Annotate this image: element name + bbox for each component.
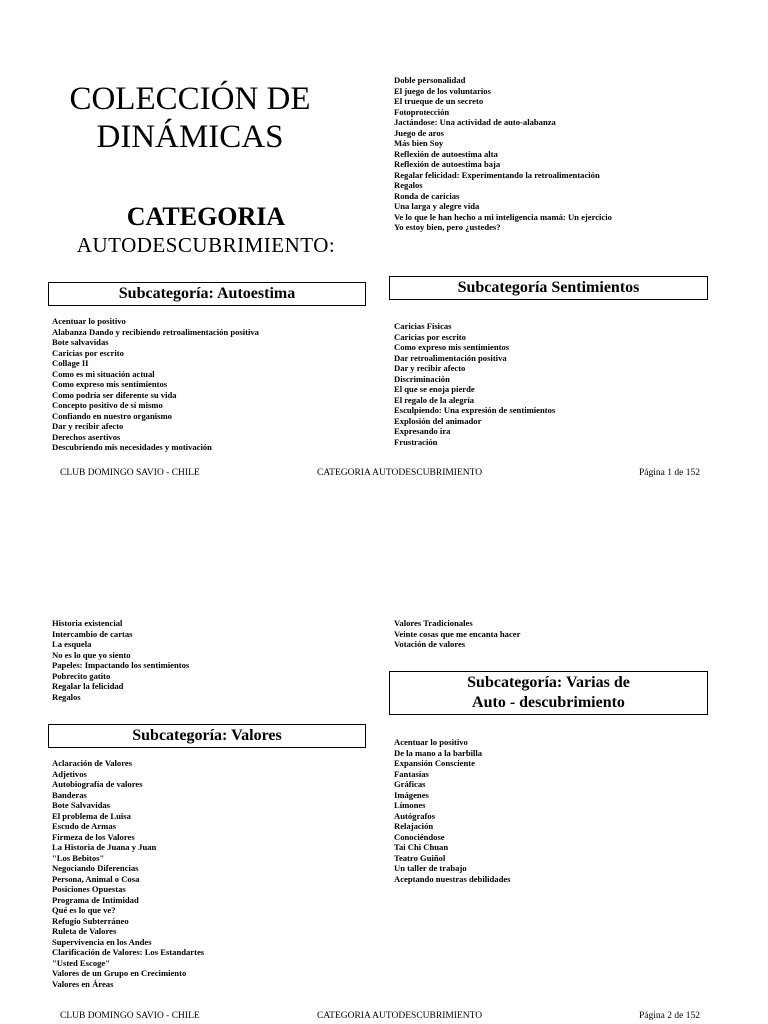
list-item: Collage II — [52, 358, 89, 368]
category-name: AUTODESCUBRIMIENTO: — [76, 233, 336, 257]
list-item: Alabanza Dando y recibiendo retroalimentación positiva — [52, 326, 259, 337]
list-item: La Historia de Juana y Juan — [52, 842, 157, 852]
list-item: Más bien Soy — [394, 138, 444, 148]
sentimientos-heading: Subcategoría Sentimientos — [389, 276, 708, 300]
list-item: Bote Salvavidas — [52, 800, 111, 810]
list-item: El regalo de la alegría — [394, 394, 475, 405]
list-item: Expresando ira — [394, 426, 451, 436]
list-item: El que se enoja pierde — [394, 384, 475, 394]
list-item: Dar y recibir afecto — [394, 363, 466, 373]
list-item: La esquela — [52, 639, 92, 649]
list-item: El juego de los voluntarios — [394, 85, 491, 96]
list-item: El problema de Luisa — [52, 810, 131, 821]
category-label: CATEGORIA — [126, 202, 286, 231]
varias-heading-line-1: Subcategoría: Varias de — [467, 674, 630, 691]
list-item: Tai Chi Chuan — [394, 842, 449, 852]
list-item: Aceptando nuestras debilidades — [394, 873, 511, 884]
list-item: Caricias por escrito — [52, 347, 124, 358]
list-item: Relajación — [394, 821, 434, 831]
list-item: Programa de Intimidad — [52, 894, 139, 905]
page1-footer — [0, 467, 768, 479]
footer-center: CATEGORIA AUTODESCUBRIMIENTO — [317, 1011, 483, 1021]
list-item: Gráficas — [394, 779, 426, 789]
page2-top-left-list — [52, 618, 189, 702]
list-item: Negociando Diferencias — [52, 863, 139, 873]
list-item: Ruleta de Valores — [52, 926, 117, 936]
list-item: Aclaración de Valores — [52, 758, 133, 768]
list-item: Regalar la felicidad — [52, 681, 124, 691]
list-item: Dar y recibir afecto — [52, 421, 124, 431]
list-item: Una larga y alegre vida — [394, 201, 480, 211]
list-item: Juego de aros — [394, 127, 444, 138]
list-item: Autógrafos — [394, 810, 436, 821]
list-item: Valores en Áreas — [52, 978, 114, 989]
valores-heading: Subcategoría: Valores — [48, 724, 366, 748]
varias-heading-line-2: Auto - descubrimiento — [472, 694, 625, 711]
valores-list — [52, 758, 204, 989]
list-item: Como podría ser diferente su vida — [52, 389, 177, 400]
sentimientos-list — [394, 321, 555, 447]
list-item: Persona, Animal o Cosa — [52, 873, 140, 884]
list-item: Reflexión de autoestima alta — [394, 148, 498, 159]
list-item: Doble personalidad — [394, 75, 466, 85]
list-item: Derechos asertivos — [52, 431, 121, 442]
list-item: Concepto positivo de sí mismo — [52, 400, 163, 410]
footer-page-number: Página 1 de 152 — [639, 468, 700, 478]
list-item: Papeles: Impactando los sentimientos — [52, 660, 190, 670]
varias-list — [394, 737, 511, 884]
list-item: Acentuar lo positivo — [394, 737, 468, 747]
list-item: Como expreso mis sentimientos — [52, 379, 168, 389]
list-item: Imágenes — [394, 789, 429, 800]
list-item: Escudo de Armas — [52, 821, 116, 831]
list-item: Esculpiendo: Una expresión de sentimientos — [394, 405, 556, 415]
list-item: Regalar felicidad: Experimentando la retroalimentación — [394, 169, 600, 180]
title-line-1: COLECCIÓN DE — [69, 81, 311, 117]
footer-left: CLUB DOMINGO SAVIO - CHILE — [60, 1011, 200, 1021]
list-item: Límones — [394, 800, 426, 810]
list-item: Supervivencia en los Andes — [52, 936, 152, 947]
list-item: Como es mi situación actual — [52, 368, 155, 379]
list-item: Caricias Físicas — [394, 321, 452, 331]
list-item: Firmeza de los Valores — [52, 831, 135, 842]
list-item: Veinte cosas que me encanta hacer — [394, 628, 521, 639]
list-item: Regalos — [394, 180, 423, 190]
list-item: Jactándose: Una actividad de auto-alabanza — [394, 117, 556, 127]
list-item: De la mano a la barbilla — [394, 747, 483, 758]
list-item: Frustración — [394, 436, 438, 447]
footer-page-number: Página 2 de 152 — [639, 1011, 700, 1021]
list-item: Refugio Subterráneo — [52, 915, 129, 926]
list-item: Como expreso mis sentimientos — [394, 342, 510, 352]
list-item: Acentuar lo positivo — [52, 316, 126, 326]
list-item: Discriminación — [394, 373, 450, 384]
list-item: Historia existencial — [52, 618, 123, 628]
list-item: Ronda de caricias — [394, 190, 460, 201]
list-item: Confiando en nuestro organismo — [52, 410, 172, 421]
list-item: Dar retroalimentación positiva — [394, 352, 507, 363]
list-item: Reflexión de autoestima baja — [394, 159, 501, 169]
list-item: Explosión del animador — [394, 415, 482, 426]
list-item: Teatro Guiñol — [394, 852, 446, 863]
list-item: Descubriendo mis necesidades y motivación — [52, 442, 212, 452]
list-item: Autobiografía de valores — [52, 779, 143, 789]
list-item: Conociéndose — [394, 831, 445, 842]
list-item: El trueque de un secreto — [394, 96, 484, 106]
title-line-2: DINÁMICAS — [96, 119, 284, 155]
footer-left: CLUB DOMINGO SAVIO - CHILE — [60, 468, 200, 478]
list-item: Clarificación de Valores: Los Estandartes — [52, 947, 205, 957]
list-item: Intercambio de cartas — [52, 628, 133, 639]
varias-heading — [389, 671, 708, 715]
page2-footer — [0, 1010, 768, 1022]
list-item: Yo estoy bien, pero ¿ustedes? — [394, 222, 501, 232]
list-item: "Los Bebitos" — [52, 852, 105, 863]
page2-top-right-list — [394, 618, 520, 650]
autoestima-heading: Subcategoría: Autoestima — [48, 282, 366, 306]
list-item: Votación de valores — [394, 639, 466, 649]
list-item: Fantasías — [394, 768, 429, 779]
list-item: Banderas — [52, 789, 87, 800]
list-item: Caricias por escrito — [394, 331, 466, 342]
list-item: Ve lo que le han hecho a mi inteligencia mamá: Un ejercicio — [394, 211, 612, 222]
list-item: Pobrecito gatito — [52, 670, 111, 681]
list-item: No es lo que yo siento — [52, 649, 131, 660]
list-item: Un taller de trabajo — [394, 863, 467, 873]
list-item: Qué es lo que ve? — [52, 905, 116, 915]
document-title — [40, 80, 340, 156]
list-item: Expansión Consciente — [394, 758, 475, 768]
list-item: Bote salvavidas — [52, 337, 109, 347]
footer-center: CATEGORIA AUTODESCUBRIMIENTO — [317, 468, 483, 478]
list-item: Adjetivos — [52, 768, 87, 779]
list-item: "Usted Escoge" — [52, 957, 110, 968]
autoestima-list — [52, 316, 259, 453]
page1-top-right-list — [394, 75, 612, 233]
list-item: Posiciones Opuestas — [52, 884, 126, 894]
list-item: Fotoprotección — [394, 106, 450, 117]
list-item: Valores de un Grupo en Crecimiento — [52, 968, 187, 978]
list-item: Valores Tradicionales — [394, 618, 473, 628]
list-item: Regalos — [52, 691, 81, 702]
